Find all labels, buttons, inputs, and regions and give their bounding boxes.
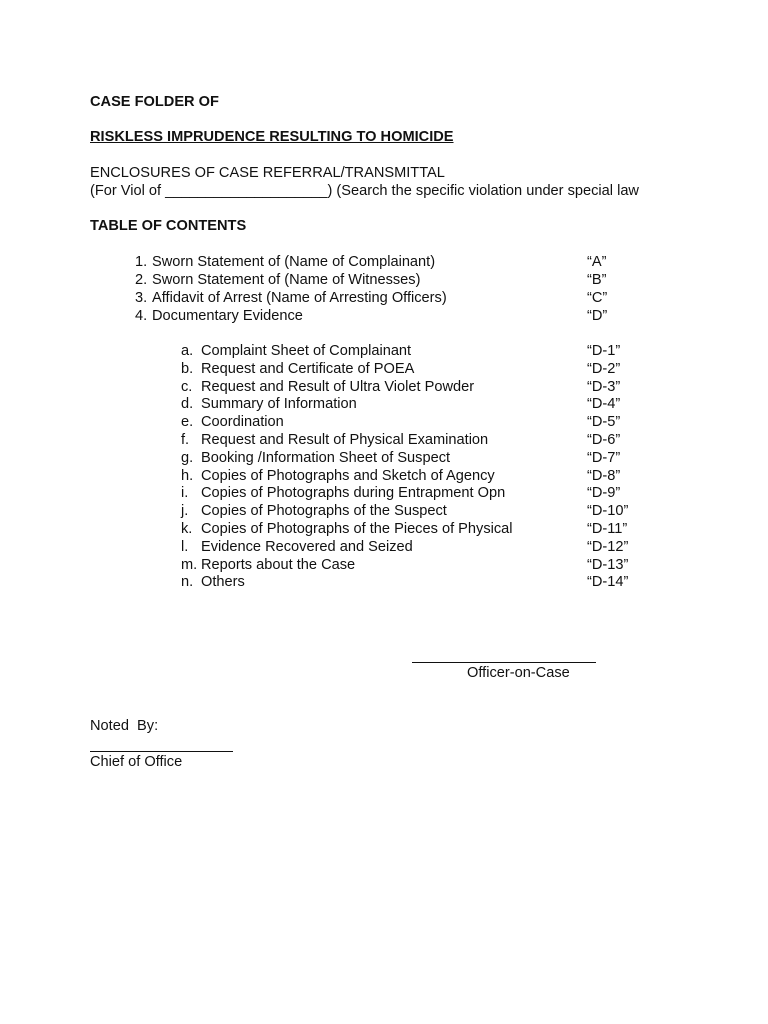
toc-subitem-text: Request and Result of Ultra Violet Powder bbox=[201, 378, 475, 395]
toc-item-number: 4. bbox=[135, 308, 148, 324]
toc-item-number: 2. bbox=[135, 272, 148, 288]
toc-subitem-letter: h. bbox=[181, 467, 194, 484]
toc-subitem-text: Copies of Photographs and Sketch of Agency bbox=[201, 467, 495, 484]
toc-subitem-annex: “D-12” bbox=[587, 538, 629, 555]
toc-subitem-letter: n. bbox=[181, 574, 194, 591]
toc-subitem-annex: “D-13” bbox=[587, 556, 629, 573]
toc-subitem-text: Copies of Photographs during Entrapment Opn bbox=[201, 485, 506, 502]
toc-subitem-text: Others bbox=[201, 574, 245, 591]
toc-subitem-letter: i. bbox=[181, 485, 189, 502]
toc-item-text: Affidavit of Arrest (Name of Arresting Officers) bbox=[152, 290, 447, 306]
toc-subitem-letter: g. bbox=[181, 449, 194, 466]
toc-subitem-letter: d. bbox=[181, 396, 194, 413]
officer-on-case-label: Officer-on-Case bbox=[467, 665, 570, 681]
toc-subitem-annex: “D-9” bbox=[587, 485, 621, 502]
toc-subitem-annex: “D-1” bbox=[587, 343, 621, 359]
toc-subitem-annex: “D-10” bbox=[587, 503, 629, 520]
officer-signature-line bbox=[412, 662, 596, 663]
toc-item-number: 3. bbox=[135, 290, 148, 306]
toc-item-annex: “D” bbox=[587, 308, 608, 324]
toc-subitem-letter: f. bbox=[181, 432, 190, 448]
case-title: RISKLESS IMPRUDENCE RESULTING TO HOMICIDE bbox=[90, 129, 454, 145]
toc-subitem-letter: a. bbox=[181, 343, 194, 359]
toc-subitem-text: Copies of Photographs of the Suspect bbox=[201, 503, 447, 520]
chief-signature-line bbox=[90, 751, 233, 752]
toc-subitem-letter: m. bbox=[181, 556, 198, 573]
toc-subitem-annex: “D-8” bbox=[587, 467, 621, 484]
toc-subitem-annex: “D-14” bbox=[587, 574, 629, 591]
toc-subitem-letter: l. bbox=[181, 538, 189, 555]
toc-subitem-letter: c. bbox=[181, 378, 193, 395]
toc-subitem-text: Evidence Recovered and Seized bbox=[201, 538, 413, 555]
toc-item-text: Documentary Evidence bbox=[152, 308, 303, 324]
toc-title: TABLE OF CONTENTS bbox=[90, 218, 247, 234]
toc-subitem-annex: “D-4” bbox=[587, 396, 621, 413]
toc-subitem-text: Summary of Information bbox=[201, 396, 357, 413]
chief-of-office-label: Chief of Office bbox=[90, 754, 183, 770]
toc-subitem-annex: “D-7” bbox=[587, 449, 621, 466]
toc-subitem-letter: j. bbox=[181, 503, 189, 520]
toc-subitem-annex: “D-11” bbox=[587, 521, 628, 537]
toc-item-annex: “C” bbox=[587, 290, 608, 306]
case-folder-heading: CASE FOLDER OF bbox=[90, 94, 219, 110]
enclosures-heading: ENCLOSURES OF CASE REFERRAL/TRANSMITTAL bbox=[90, 165, 445, 181]
toc-subitem-annex: “D-6” bbox=[587, 432, 621, 448]
toc-subitem-annex: “D-3” bbox=[587, 378, 621, 395]
toc-subitem-text: Copies of Photographs of the Pieces of Physical bbox=[201, 521, 513, 537]
toc-subitem-text: Booking /Information Sheet of Suspect bbox=[201, 449, 451, 466]
toc-item-text: Sworn Statement of (Name of Complainant) bbox=[152, 254, 436, 270]
toc-subitem-text: Request and Certificate of POEA bbox=[201, 360, 415, 377]
toc-subitem-annex: “D-2” bbox=[587, 360, 621, 377]
violation-line: (For Viol of ____________________) (Search the specific violation under special law bbox=[90, 183, 639, 199]
toc-subitem-letter: b. bbox=[181, 360, 194, 377]
toc-item-text: Sworn Statement of (Name of Witnesses) bbox=[152, 272, 421, 288]
toc-item-number: 1. bbox=[135, 254, 148, 270]
toc-item-annex: “B” bbox=[587, 272, 607, 288]
noted-by-label: Noted By: bbox=[90, 718, 159, 734]
toc-subitem-letter: k. bbox=[181, 521, 193, 537]
toc-subitem-annex: “D-5” bbox=[587, 414, 621, 431]
toc-subitem-letter: e. bbox=[181, 414, 194, 431]
toc-subitem-text: Complaint Sheet of Complainant bbox=[201, 343, 412, 359]
toc-item-annex: “A” bbox=[587, 254, 607, 270]
toc-subitem-text: Coordination bbox=[201, 414, 284, 431]
toc-subitem-text: Reports about the Case bbox=[201, 556, 356, 573]
toc-subitem-text: Request and Result of Physical Examination bbox=[201, 432, 489, 448]
